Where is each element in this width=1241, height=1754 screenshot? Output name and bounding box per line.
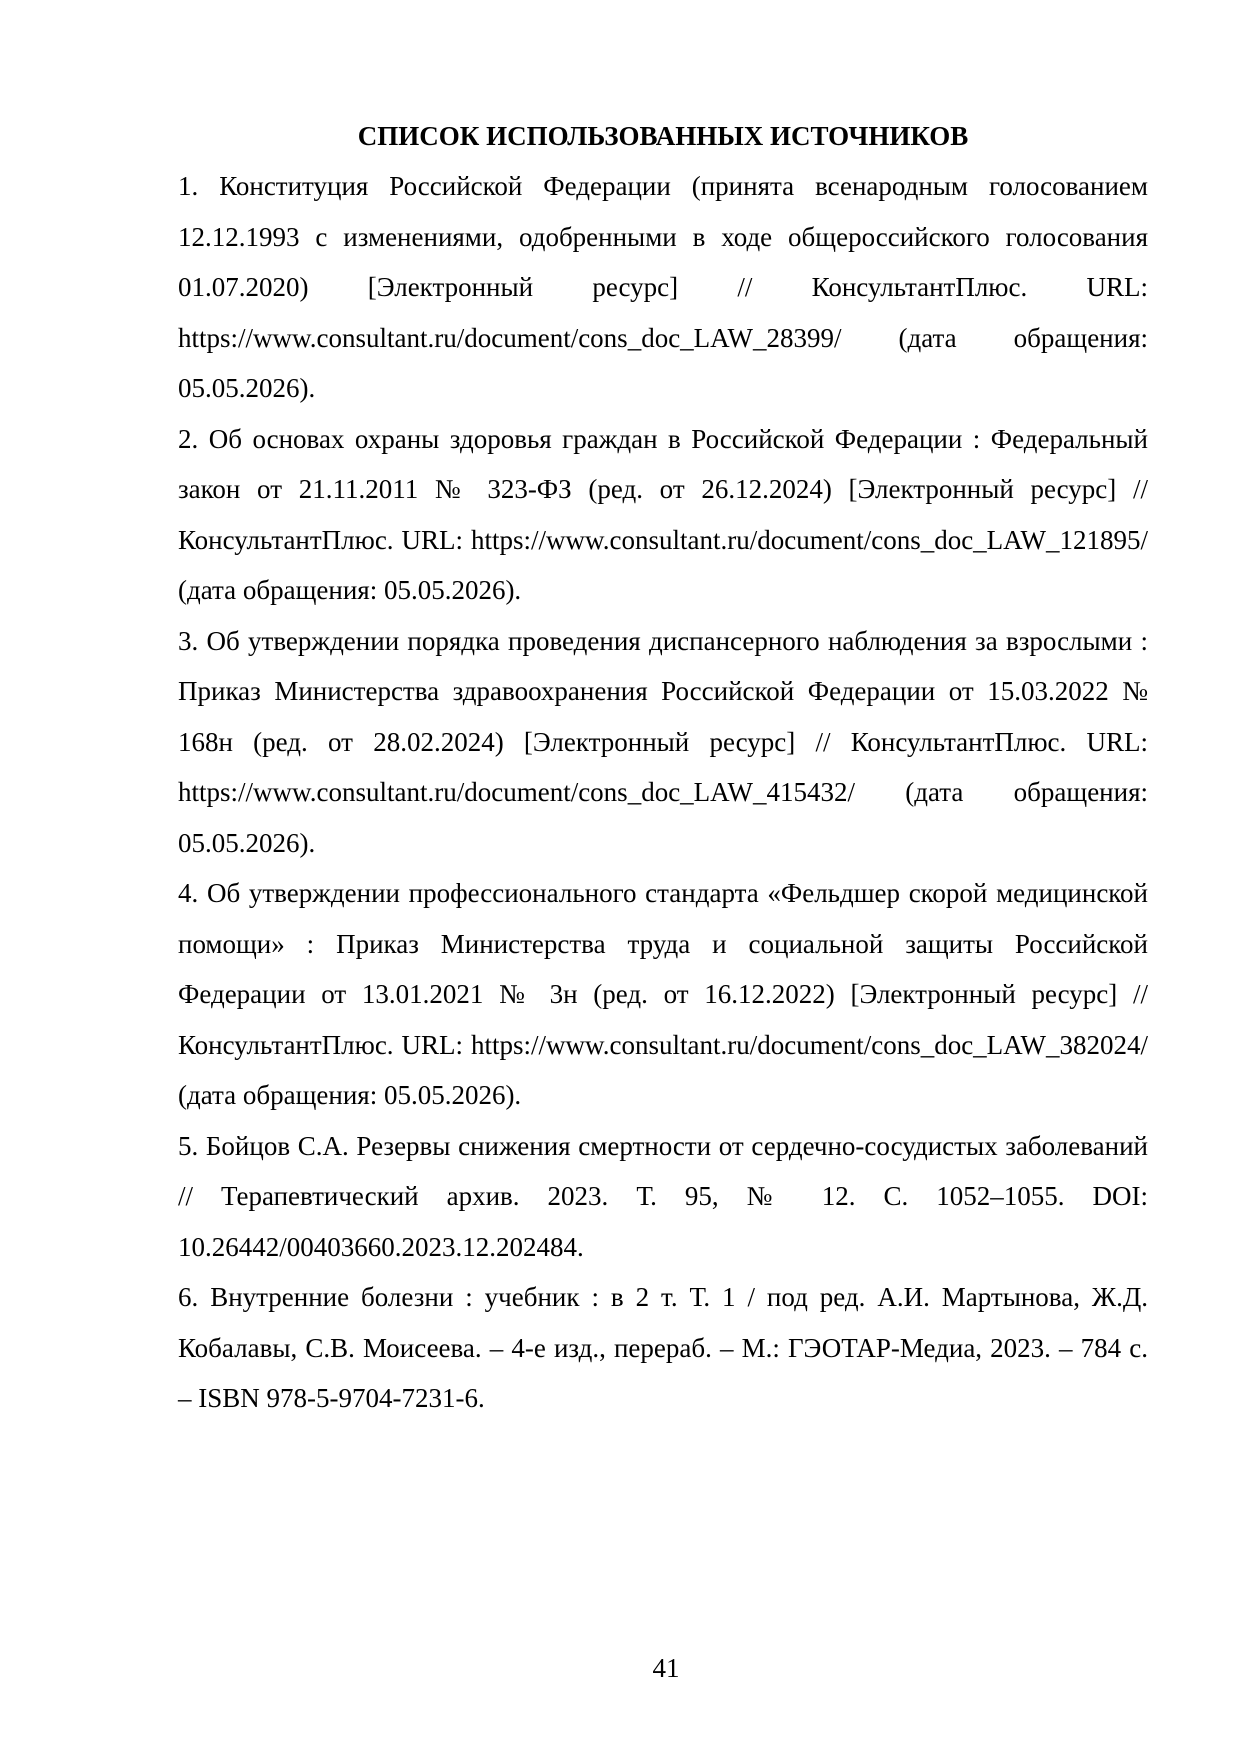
page-number: 41 — [652, 1653, 680, 1683]
reference-item-5: 5. Бойцов С.А. Резервы снижения смертности от сердечно-сосудистых заболеваний // Терапевтический архив. 2023. Т. 95, № 12. С. 1052–1055. DOI: 10.26442/00403660.2023.12.202484. — [178, 1130, 1148, 1262]
page-title: СПИСОК ИСПОЛЬЗОВАННЫХ ИСТОЧНИКОВ — [357, 121, 969, 151]
reference-item-2: 2. Об основах охраны здоровья граждан в Российской Федерации : Федеральный закон от 21.11.2011 № 323-ФЗ (ред. от 26.12.2024) [Электронный ресурс] // КонсультантПлюс. URL: https://www.consultant.ru/document/cons_doc_LAW_121895/ (дата обращения: 05.05.2026). — [178, 423, 1148, 605]
reference-item-1: 1. Конституция Российской Федерации (принята всенародным голосованием 12.12.1993 с изменениями, одобренными в ходе общероссийского голосования 01.07.2020) [Электронный ресурс] // КонсультантПлюс. URL: https://www.consultant.ru/document/cons_doc_LAW_28399/ (дата обращения: 05.05.2026). — [178, 171, 1148, 403]
references-list — [178, 161, 1148, 1424]
reference-item-4: 4. Об утверждении профессионального стандарта «Фельдшер скорой медицинской помощи» : Приказ Министерства труда и социальной защиты Российской Федерации от 13.01.2021 № 3н (ред. от 16.12.2022) [Электронный ресурс] // КонсультантПлюс. URL: https://www.consultant.ru/document/cons_doc_LAW_382024/ (дата обращения: 05.05.2026). — [178, 878, 1148, 1110]
reference-item-6: 6. Внутренние болезни : учебник : в 2 т. Т. 1 / под ред. А.И. Мартынова, Ж.Д. Кобалавы, С.В. Моисеева. – 4-е изд., перераб. – М.: ГЭОТАР-Медиа, 2023. – 784 с. – ISBN 978-5-9704-7231-6. — [178, 1282, 1148, 1413]
reference-item-3: 3. Об утверждении порядка проведения диспансерного наблюдения за взрослыми : Приказ Министерства здравоохранения Российской Федерации от 15.03.2022 № 168н (ред. от 28.02.2024) [Электронный ресурс] // КонсультантПлюс. URL: https://www.consultant.ru/document/cons_doc_LAW_415432/ (дата обращения: 05.05.2026). — [178, 625, 1148, 858]
